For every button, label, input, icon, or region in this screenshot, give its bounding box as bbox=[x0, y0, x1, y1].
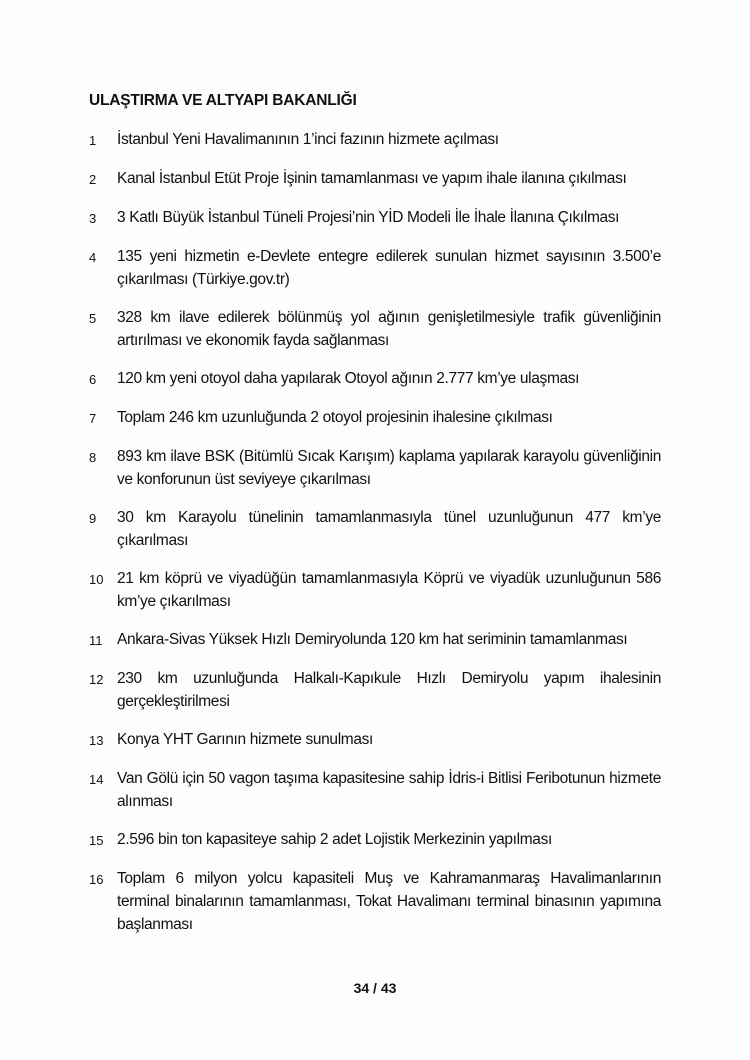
list-item bbox=[89, 506, 661, 552]
list-item bbox=[89, 728, 661, 752]
list-item bbox=[89, 245, 661, 291]
item-number: 15 bbox=[89, 833, 104, 848]
item-text: 30 km Karayolu tünelinin tamamlanmasıyla tünel uzunluğunun 477 km’ye çıkarılması bbox=[117, 509, 661, 549]
item-text: 328 km ilave edilerek bölünmüş yol ağının genişletilmesiyle trafik güvenliğinin artırılması ve ekonomik fayda sağlanması bbox=[117, 309, 661, 349]
list-item bbox=[89, 628, 661, 652]
item-number: 14 bbox=[89, 772, 104, 787]
item-text: 230 km uzunluğunda Halkalı-Kapıkule Hızlı Demiryolu yapım ihalesinin gerçekleştirilmesi bbox=[117, 670, 661, 710]
list-item bbox=[89, 206, 661, 230]
item-text: Kanal İstanbul Etüt Proje İşinin tamamlanması ve yapım ihale ilanına çıkılması bbox=[117, 170, 627, 187]
list-item bbox=[89, 406, 661, 430]
item-number: 13 bbox=[89, 733, 104, 748]
item-number: 6 bbox=[89, 372, 97, 387]
item-number: 1 bbox=[89, 133, 97, 148]
item-text: Toplam 246 km uzunluğunda 2 otoyol projesinin ihalesine çıkılması bbox=[117, 409, 553, 426]
item-number: 16 bbox=[89, 872, 104, 887]
item-number: 12 bbox=[89, 672, 104, 687]
item-text: Van Gölü için 50 vagon taşıma kapasitesine sahip İdris-i Bitlisi Feribotunun hizmete alınması bbox=[117, 770, 661, 810]
item-number: 8 bbox=[89, 450, 97, 465]
item-text: Toplam 6 milyon yolcu kapasiteli Muş ve Kahramanmaraş Havalimanlarının terminal binalarının tamamlanması, Tokat Havalimanı terminal binasının yapımına başlanması bbox=[117, 870, 661, 933]
list-item bbox=[89, 306, 661, 352]
page-number: 34 / 43 bbox=[353, 980, 397, 996]
item-text: 893 km ilave BSK (Bitümlü Sıcak Karışım) kaplama yapılarak karayolu güvenliğinin ve konforunun üst seviyeye çıkarılması bbox=[117, 448, 661, 488]
item-number: 7 bbox=[89, 411, 97, 426]
item-text: 2.596 bin ton kapasiteye sahip 2 adet Lojistik Merkezinin yapılması bbox=[117, 831, 552, 848]
item-text: 135 yeni hizmetin e-Devlete entegre edilerek sunulan hizmet sayısının 3.500’e çıkarılması (Türkiye.gov.tr) bbox=[117, 248, 661, 288]
list-item bbox=[89, 128, 661, 152]
item-text: 3 Katlı Büyük İstanbul Tüneli Projesi’nin YİD Modeli İle İhale İlanına Çıkılması bbox=[117, 209, 620, 226]
item-number: 4 bbox=[89, 250, 97, 265]
item-text: 21 km köprü ve viyadüğün tamamlanmasıyla Köprü ve viyadük uzunluğunun 586 km’ye çıkarılması bbox=[117, 570, 661, 610]
item-number: 2 bbox=[89, 172, 97, 187]
item-number: 3 bbox=[89, 211, 97, 226]
list-item bbox=[89, 867, 661, 936]
numbered-list bbox=[89, 128, 661, 951]
list-item bbox=[89, 567, 661, 613]
item-text: Ankara-Sivas Yüksek Hızlı Demiryolunda 120 km hat seriminin tamamlanması bbox=[117, 631, 628, 648]
item-number: 5 bbox=[89, 311, 97, 326]
list-item bbox=[89, 367, 661, 391]
item-number: 9 bbox=[89, 511, 97, 526]
item-text: 120 km yeni otoyol daha yapılarak Otoyol ağının 2.777 km’ye ulaşması bbox=[117, 370, 580, 387]
item-text: Konya YHT Garının hizmete sunulması bbox=[117, 731, 373, 748]
section-heading: ULAŞTIRMA VE ALTYAPI BAKANLIĞI bbox=[89, 92, 357, 109]
item-number: 11 bbox=[89, 633, 103, 648]
list-item bbox=[89, 667, 661, 713]
list-item bbox=[89, 828, 661, 852]
item-number: 10 bbox=[89, 572, 104, 587]
list-item bbox=[89, 167, 661, 191]
item-text: İstanbul Yeni Havalimanının 1’inci fazının hizmete açılması bbox=[117, 131, 499, 148]
list-item bbox=[89, 767, 661, 813]
list-item bbox=[89, 445, 661, 491]
